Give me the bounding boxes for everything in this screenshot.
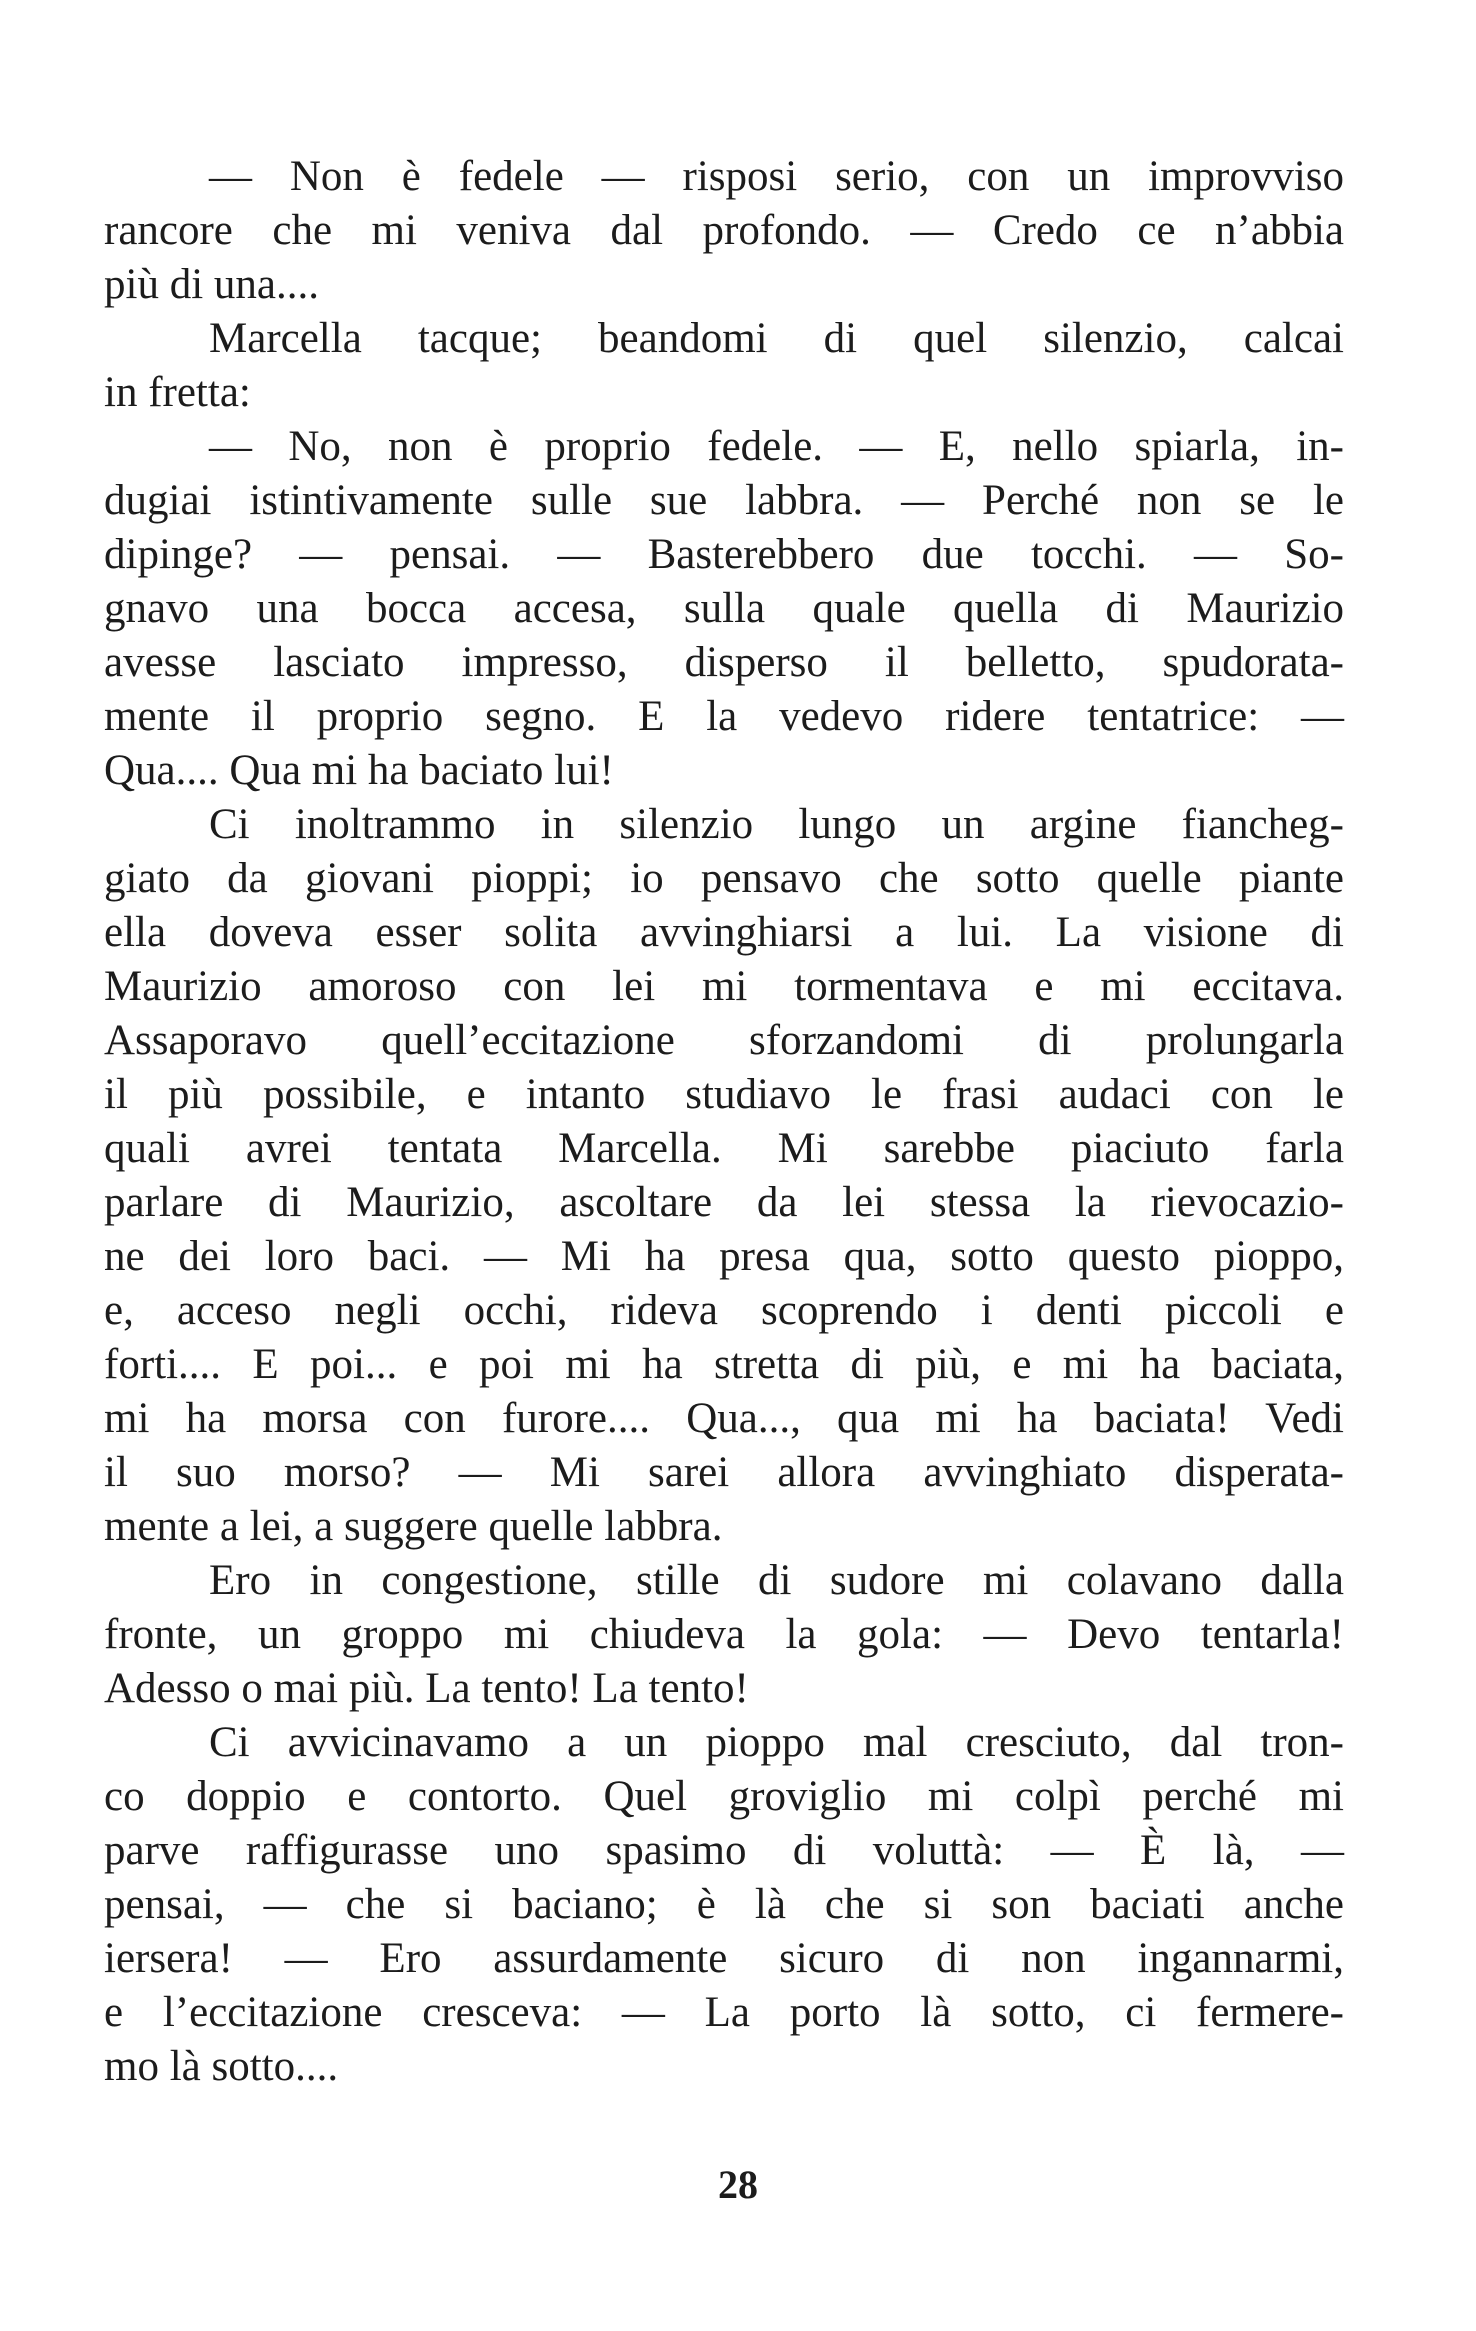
- text-line: forti.... E poi... e poi mi ha stretta di più, e mi ha baciata,: [104, 1341, 1344, 1388]
- text-line: gnavo una bocca accesa, sulla quale quella di Maurizio: [104, 585, 1344, 632]
- page-number: 28: [718, 2162, 758, 2207]
- text-line: mi ha morsa con furore.... Qua..., qua mi ha baciata! Vedi: [104, 1395, 1344, 1442]
- text-line: dugiai istintivamente sulle sue labbra. — Perché non se le: [104, 477, 1344, 524]
- text-line: in fretta:: [104, 369, 251, 416]
- text-line: più di una....: [104, 261, 319, 308]
- text-line: rancore che mi veniva dal profondo. — Credo ce n’abbia: [104, 207, 1344, 254]
- text-line: ne dei loro baci. — Mi ha presa qua, sotto questo pioppo,: [104, 1233, 1344, 1280]
- text-line: — Non è fedele — risposi serio, con un improvviso: [209, 153, 1344, 200]
- text-line: Maurizio amoroso con lei mi tormentava e mi eccitava.: [104, 963, 1344, 1010]
- text-line: iersera! — Ero assurdamente sicuro di non ingannarmi,: [104, 1935, 1344, 1982]
- text-line: Marcella tacque; beandomi di quel silenzio, calcai: [209, 315, 1344, 362]
- text-line: il più possibile, e intanto studiavo le frasi audaci con le: [104, 1071, 1344, 1118]
- text-line: mente a lei, a suggere quelle labbra.: [104, 1503, 723, 1550]
- text-line: giato da giovani pioppi; io pensavo che sotto quelle piante: [104, 855, 1344, 902]
- text-line: avesse lasciato impresso, disperso il belletto, spudorata-: [104, 639, 1344, 686]
- body-text: [104, 150, 1344, 2094]
- text-line: il suo morso? — Mi sarei allora avvinghiato disperata-: [104, 1449, 1344, 1496]
- text-line: parve raffigurasse uno spasimo di voluttà: — È là, —: [104, 1827, 1344, 1874]
- text-line: — No, non è proprio fedele. — E, nello spiarla, in-: [209, 423, 1344, 470]
- text-line: Ci inoltrammo in silenzio lungo un argine fiancheg-: [209, 801, 1344, 848]
- text-line: Ci avvicinavamo a un pioppo mal cresciuto, dal tron-: [209, 1719, 1344, 1766]
- text-line: mente il proprio segno. E la vedevo ridere tentatrice: —: [104, 693, 1344, 740]
- text-line: Ero in congestione, stille di sudore mi colavano dalla: [209, 1557, 1344, 1604]
- text-line: dipinge? — pensai. — Basterebbero due tocchi. — So-: [104, 531, 1344, 578]
- text-line: ella doveva esser solita avvinghiarsi a lui. La visione di: [104, 909, 1344, 956]
- text-line: quali avrei tentata Marcella. Mi sarebbe piaciuto farla: [104, 1125, 1344, 1172]
- text-line: fronte, un groppo mi chiudeva la gola: — Devo tentarla!: [104, 1611, 1344, 1658]
- text-line: Qua.... Qua mi ha baciato lui!: [104, 747, 614, 794]
- text-line: parlare di Maurizio, ascoltare da lei stessa la rievocazio-: [104, 1179, 1344, 1226]
- text-line: pensai, — che si baciano; è là che si son baciati anche: [104, 1881, 1344, 1928]
- text-line: Assaporavo quell’eccitazione sforzandomi di prolungarla: [104, 1017, 1344, 1064]
- text-line: Adesso o mai più. La tento! La tento!: [104, 1665, 749, 1712]
- text-line: co doppio e contorto. Quel groviglio mi colpì perché mi: [104, 1773, 1344, 1820]
- text-line: mo là sotto....: [104, 2043, 339, 2090]
- text-line: e l’eccitazione cresceva: — La porto là sotto, ci fermere-: [104, 1989, 1344, 2036]
- text-line: e, acceso negli occhi, rideva scoprendo i denti piccoli e: [104, 1287, 1344, 1334]
